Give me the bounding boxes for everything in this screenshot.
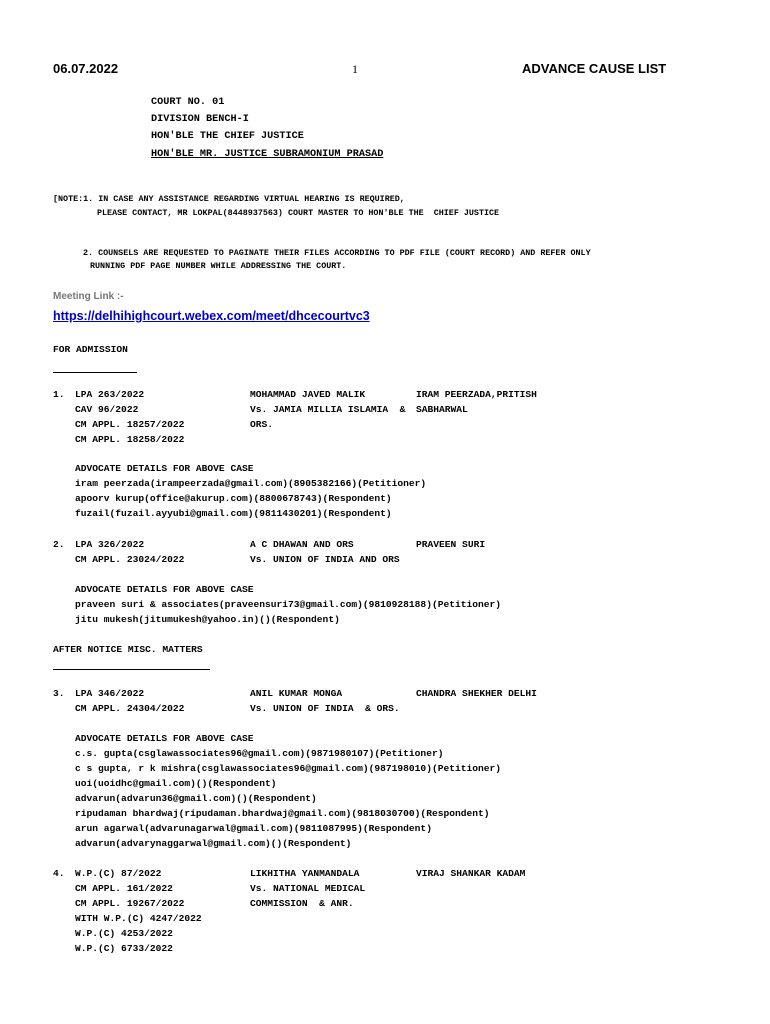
advocate-detail: jitu mukesh(jitumukesh@yahoo.in)()(Respondent) [75,614,340,625]
advocate-detail: uoi(uoidhc@gmail.com)()(Respondent) [75,778,277,789]
party-line: Vs. UNION OF INDIA & ORS. [250,703,400,714]
advocate-detail: c.s. gupta(csglawassociates96@gmail.com)(9871980107)(Petitioner) [75,748,444,759]
page-number: 1 [352,62,358,76]
party-line: MOHAMMAD JAVED MALIK [250,389,366,400]
party-line: A C DHAWAN AND ORS [250,539,354,550]
advocate-details-heading: ADVOCATE DETAILS FOR ABOVE CASE [75,584,254,595]
section-for-admission: FOR ADMISSION [53,344,128,355]
case-number: 1. [53,389,65,400]
party-line: Vs. NATIONAL MEDICAL [250,883,366,894]
advocate-details-heading: ADVOCATE DETAILS FOR ABOVE CASE [75,463,254,474]
advocate-line: SABHARWAL [416,404,468,415]
case-number: 4. [53,868,65,879]
case-line: CM APPL. 18257/2022 [75,419,185,430]
advocate-detail: arun agarwal(advarunagarwal@gmail.com)(9811087995)(Respondent) [75,823,432,834]
note-1-line-2: PLEASE CONTACT, MR LOKPAL(8448937563) COURT MASTER TO HON'BLE THE CHIEF JUSTICE [97,208,500,218]
advocate-details-heading: ADVOCATE DETAILS FOR ABOVE CASE [75,733,254,744]
advocate-detail: iram peerzada(irampeerzada@gmail.com)(8905382166)(Petitioner) [75,478,427,489]
advocate-detail: apoorv kurup(office@akurup.com)(8800678743)(Respondent) [75,493,392,504]
case-line: CM APPL. 19267/2022 [75,898,185,909]
judge-2: HON'BLE MR. JUSTICE SUBRAMONIUM PRASAD [151,149,384,160]
case-line: LPA 346/2022 [75,688,145,699]
advocate-detail: praveen suri & associates(praveensuri73@gmail.com)(9810928188)(Petitioner) [75,599,502,610]
advocate-detail: advarun(advarun36@gmail.com)()(Respondent) [75,793,317,804]
bench-name: DIVISION BENCH-I [151,114,249,125]
list-date: 06.07.2022 [53,61,119,76]
advocate-line: VIRAJ SHANKAR KADAM [416,868,526,879]
section-rule [53,669,210,670]
party-line: ANIL KUMAR MONGA [250,688,343,699]
note-2-line-2: RUNNING PDF PAGE NUMBER WHILE ADDRESSING THE COURT. [90,261,347,271]
advocate-line: CHANDRA SHEKHER DELHI [416,688,537,699]
advocate-detail: ripudaman bhardwaj(ripudaman.bhardwaj@gmail.com)(9818030700)(Respondent) [75,808,490,819]
case-number: 3. [53,688,65,699]
case-line: CM APPL. 24304/2022 [75,703,185,714]
case-line: W.P.(C) 87/2022 [75,868,162,879]
advocate-line: PRAVEEN SURI [416,539,486,550]
section-rule [53,372,137,373]
list-title: ADVANCE CAUSE LIST [522,61,667,76]
case-number: 2. [53,539,65,550]
meeting-link-label: Meeting Link :- [53,291,124,302]
party-line: COMMISSION & ANR. [250,898,354,909]
judge-1: HON'BLE THE CHIEF JUSTICE [151,131,304,142]
advocate-detail: advarun(advarynaggarwal@gmail.com)()(Respondent) [75,838,352,849]
party-line: Vs. JAMIA MILLIA ISLAMIA & [250,404,406,415]
note-2-line-1: 2. COUNSELS ARE REQUESTED TO PAGINATE THEIR FILES ACCORDING TO PDF FILE (COURT RECORD) AND REFER ONLY [83,248,591,258]
meeting-link[interactable]: https://delhihighcourt.webex.com/meet/dhcecourtvc3 [53,309,370,323]
case-line: LPA 263/2022 [75,389,145,400]
party-line: ORS. [250,419,274,430]
case-line: CM APPL. 23024/2022 [75,554,185,565]
advocate-detail: c s gupta, r k mishra(csglawassociates96@gmail.com)(987198010)(Petitioner) [75,763,502,774]
section-after-notice: AFTER NOTICE MISC. MATTERS [53,644,203,655]
case-line: W.P.(C) 4253/2022 [75,928,173,939]
case-line: W.P.(C) 6733/2022 [75,943,173,954]
case-line: CM APPL. 18258/2022 [75,434,185,445]
party-line: LIKHITHA YANMANDALA [250,868,360,879]
party-line: Vs. UNION OF INDIA AND ORS [250,554,400,565]
advocate-line: IRAM PEERZADA,PRITISH [416,389,537,400]
case-line: CM APPL. 161/2022 [75,883,173,894]
case-line: CAV 96/2022 [75,404,139,415]
court-number: COURT NO. 01 [151,97,225,108]
note-1-line-1: [NOTE:1. IN CASE ANY ASSISTANCE REGARDING VIRTUAL HEARING IS REQUIRED, [53,194,405,204]
case-line: LPA 326/2022 [75,539,145,550]
advocate-detail: fuzail(fuzail.ayyubi@gmail.com)(9811430201)(Respondent) [75,508,392,519]
case-line: WITH W.P.(C) 4247/2022 [75,913,202,924]
